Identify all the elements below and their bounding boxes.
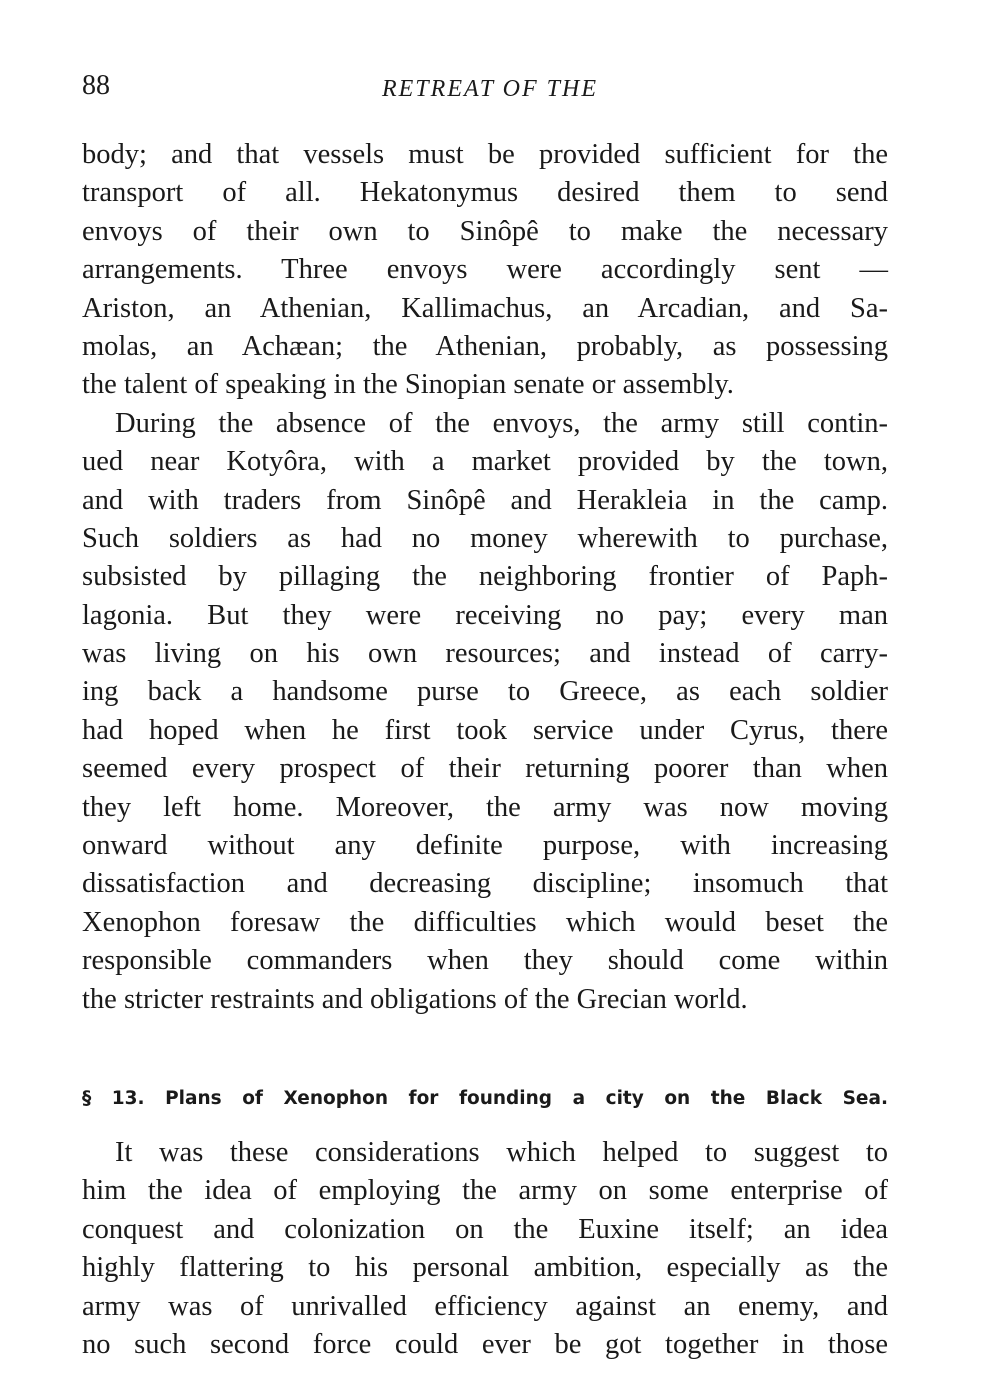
text-line: and with traders from Sinôpê and Herakleia in the camp. <box>82 484 888 516</box>
text-line: Xenophon foresaw the difficulties which would beset the <box>82 906 888 938</box>
text-line: the stricter restraints and obligations of the Grecian world. <box>82 983 748 1015</box>
text-line: molas, an Achæan; the Athenian, probably, as possessing <box>82 330 888 362</box>
text-line: ued near Kotyôra, with a market provided by the town, <box>82 446 888 478</box>
text-line: had hoped when he first took service under Cyrus, there <box>82 714 888 746</box>
text-line: dissatisfaction and decreasing discipline; insomuch that <box>82 868 888 900</box>
text-line: seemed every prospect of their returning poorer than when <box>82 753 888 785</box>
text-line: transport of all. Hekatonymus desired them to send <box>82 177 888 209</box>
text-line: It was these considerations which helped to suggest to <box>115 1137 888 1168</box>
text-line: Ariston, an Athenian, Kallimachus, an Arcadian, and Sa- <box>82 292 888 324</box>
section-body-text <box>82 1134 888 1364</box>
text-line: During the absence of the envoys, the army still contin- <box>115 407 888 439</box>
text-line: body; and that vessels must be provided sufficient for the <box>82 139 888 170</box>
text-line: lagonia. But they were receiving no pay; every man <box>82 599 888 631</box>
section-heading: § 13. Plans of Xenophon for founding a city on the Black Sea. <box>82 1088 888 1109</box>
text-line: army was of unrivalled efficiency against an enemy, and <box>82 1290 888 1322</box>
text-line: envoys of their own to Sinôpê to make the necessary <box>82 215 888 247</box>
text-line: subsisted by pillaging the neighboring frontier of Paph- <box>82 561 888 593</box>
page-number: 88 <box>82 70 110 101</box>
body-text <box>82 136 888 1019</box>
text-line: no such second force could ever be got together in those <box>82 1328 888 1360</box>
text-line: ing back a handsome purse to Greece, as each soldier <box>82 676 888 708</box>
text-line: arrangements. Three envoys were accordingly sent — <box>82 254 888 286</box>
text-line: highly flattering to his personal ambition, especially as the <box>82 1252 888 1284</box>
text-line: they left home. Moreover, the army was now moving <box>82 791 888 823</box>
text-line: was living on his own resources; and instead of carry- <box>82 638 888 670</box>
text-line: Such soldiers as had no money wherewith to purchase, <box>82 522 888 554</box>
text-line: conquest and colonization on the Euxine itself; an idea <box>82 1213 888 1245</box>
text-line: him the idea of employing the army on some enterprise of <box>82 1175 888 1207</box>
text-line: onward without any definite purpose, with increasing <box>82 830 888 862</box>
running-title: RETREAT OF THE <box>381 76 598 102</box>
text-line: responsible commanders when they should come within <box>82 945 888 977</box>
text-line: the talent of speaking in the Sinopian senate or assembly. <box>82 369 734 401</box>
